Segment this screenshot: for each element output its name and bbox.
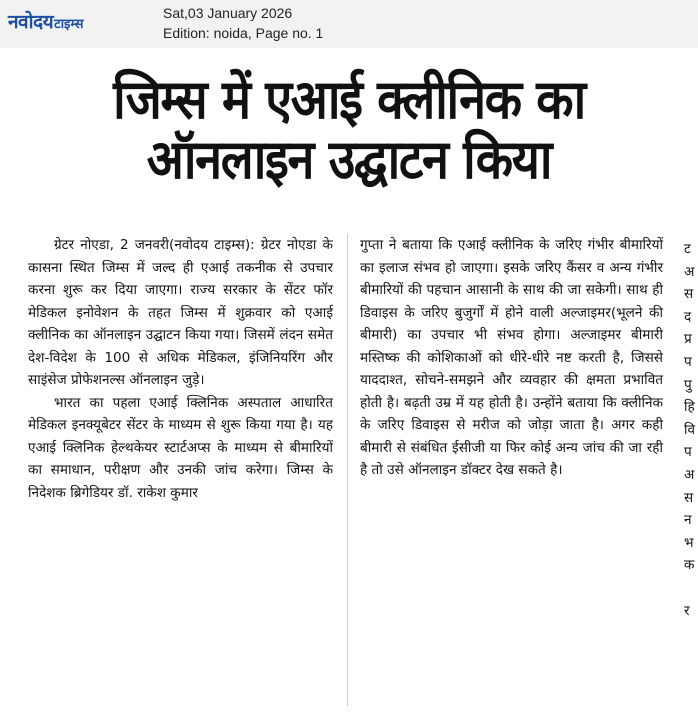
newspaper-logo[interactable] [8,8,83,34]
headline-line-2: ऑनलाइन उद्घाटन किया [146,128,552,191]
edge-line: भ [684,534,694,551]
edge-line: द [684,308,692,325]
edition-info: Edition: noida, Page no. 1 [163,25,324,41]
edge-line: ट [684,241,691,257]
edge-line: अ [684,466,695,483]
issue-date: Sat,03 January 2026 [163,5,293,21]
edition-meta [163,3,323,43]
column-1-paragraph-1: ग्रेटर नोएडा, 2 जनवरी(नवोदय टाइम्स): ग्रेटर नोएडा के कासना स्थित जिम्स में जल्द ही एआई तकनीक से उपचार करना शुरू कर दिया जाएगा। राज्य सरकार के सेंटर फॉर मेडिकल इनोवेशन के तहत जिम्स में शुक्रवार को एआई क्लीनिक का ऑनलाइन उद्घाटन किया गया। जिसमें लंदन समेत देश-विदेश के 100 से अधिक मेडिकल, इंजिनियरिंग और साइंसेज प्रोफेशनल्स ऑनलाइन जुड़े। [28,237,333,388]
edge-line: स [684,286,694,303]
edge-line: प [684,444,692,461]
edge-line: स [684,489,694,506]
logo-sub-text: टाइम्स [54,17,84,32]
edge-line: प्र [684,331,692,348]
edge-line: न [684,512,692,529]
headline-line-1: जिम्स में एआई क्लीनिक का [113,68,585,131]
edge-line: अ [684,263,695,280]
adjacent-article-fragment [684,238,698,622]
edge-line: क [684,557,695,574]
edge-line [684,577,698,600]
article-column-2 [360,234,663,482]
column-2-paragraph-1: गुप्ता ने बताया कि एआई क्लीनिक के जरिए गंभीर बीमारियों का इलाज संभव हो जाएगा। इसके जरिए कैंसर व अन्य गंभीर बीमारियों की पहचान आसानी के साथ की जा सकेगी। साथ ही डिवाइस के जरिए बुजुर्गों में होने वाली अल्जाइमर(भूलने की बीमारी) का उपचार भी संभव होगा। अल्जाइमर बीमारी मस्तिष्क की कोशिकाओं को धीरे-धीरे नष्ट करती है, जिससे याददाश्त, सोचने-समझने और व्यवहार की क्षमता प्रभावित होती है। बढ़ती उम्र में यह होती है। उन्होंने बताया कि क्लीनिक के जरिए डिवाइस से मरीज को जोड़ा जाता है। अगर कही बीमारी से संबंधित ईसीजी या फिर कोई अन्य जांच की जा रही है तो उसे ऑनलाइन डॉक्टर देख सकते है। [360,237,663,478]
logo-main-text: नवोदय [8,11,54,33]
column-divider [347,234,348,706]
masthead-bar [0,0,698,48]
column-1-paragraph-2: भारत का पहला एआई क्लिनिक अस्पताल आधारित मेडिकल इनक्यूबेटर सेंटर के माध्यम से शुरू किया गया है। यह एआई क्लिनिक हेल्थकेयर स्टार्टअप्स के माध्यम से बीमारियों का समाधान, परीक्षण और उनकी जांच करेगा। जिम्स के निदेशक ब्रिगेडियर डॉ. राकेश कुमार [28,394,333,501]
edge-line: वि [684,421,696,438]
edge-line: र [684,602,690,619]
edge-line: प [684,353,692,370]
edge-line: हि [684,399,695,416]
article-column-1 [28,234,333,504]
edge-line: पु [684,376,692,393]
article-headline [35,70,663,190]
